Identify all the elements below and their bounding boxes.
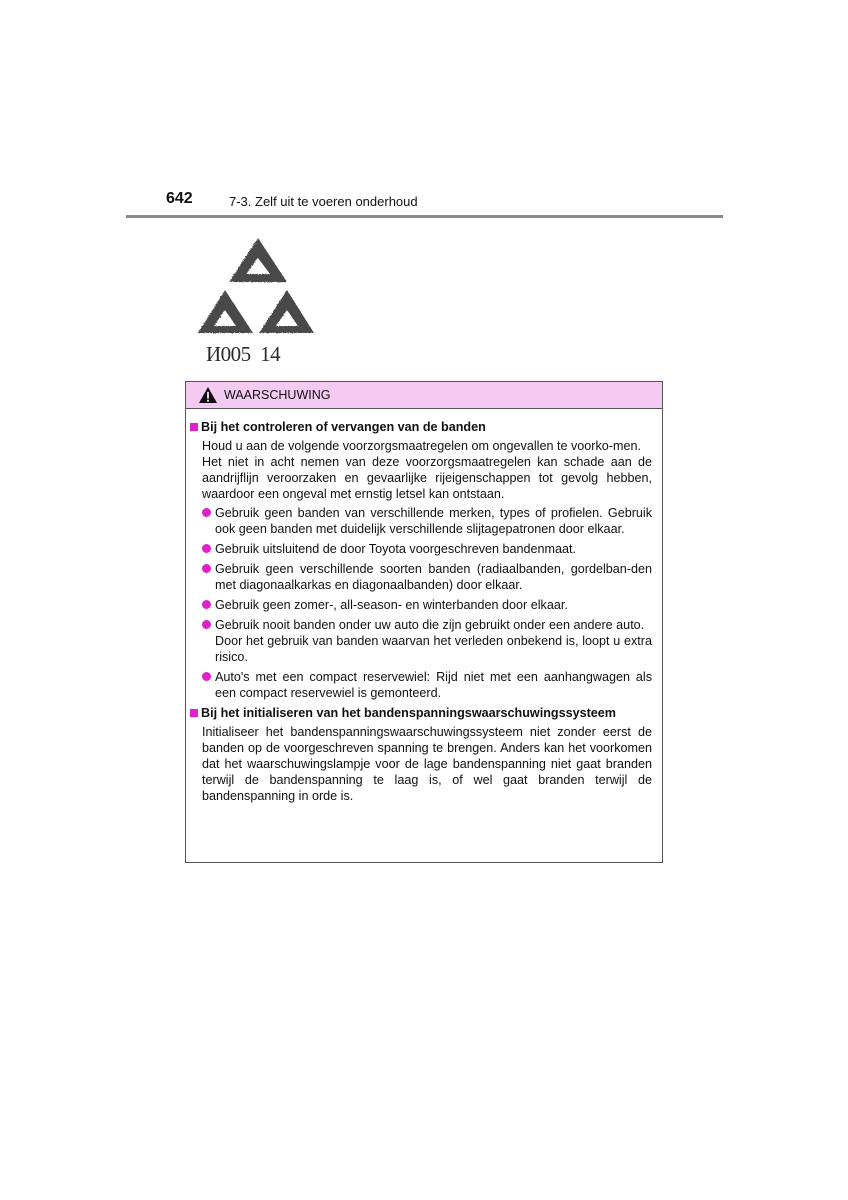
paragraph: Houd u aan de volgende voorzorgsmaatregelen om ongevallen te voorko-men. xyxy=(202,439,641,453)
warning-box xyxy=(185,381,663,863)
list-item: Gebruik geen banden van verschillende merken, types of profielen. Gebruik ook geen banden met duidelijk verschillende slijtagepatronen door elkaar. xyxy=(202,505,652,537)
pink-bullet-icon xyxy=(202,672,211,681)
list-item xyxy=(202,617,652,665)
pink-bullet-icon xyxy=(202,544,211,553)
warning-header xyxy=(186,382,662,409)
pink-bullet-icon xyxy=(202,508,211,517)
paragraph: Het niet in acht nemen van deze voorzorgsmaatregelen kan schade aan de aandrijflijn veroorzaken en gevaarlijke rijeigenschappen tot gevolg hebben, waardoor een ongeval met ernstig letsel kan ontstaan. xyxy=(202,455,652,501)
pink-square-marker-icon xyxy=(190,709,198,717)
warning-paragraphs xyxy=(202,724,652,804)
subheading-text: Bij het controleren of vervangen van de banden xyxy=(201,420,486,434)
tire-code-label: И005 14 xyxy=(206,342,281,366)
page-header xyxy=(126,190,723,218)
paragraph: Initialiseer het bandenspanningswaarschuwingssysteem niet zonder eerst de banden op de voorgeschreven spanning te brengen. Anders kan het voorkomen dat het waarschuwingslampje voor de lage bandenspanning niet gaat branden terwijl de bandenspanning te laag is, of wel gaat branden terwijl de bandenspanning in orde is. xyxy=(202,725,652,803)
list-item: Gebruik uitsluitend de door Toyota voorgeschreven bandenmaat. xyxy=(202,541,652,557)
list-item: Auto's met een compact reservewiel: Rijd niet met een aanhangwagen als een compact reservewiel is gemonteerd. xyxy=(202,669,652,701)
tire-triangles-icon xyxy=(196,232,314,342)
warning-subheading xyxy=(190,419,652,435)
header-divider xyxy=(126,215,723,218)
subheading-text: Bij het initialiseren van het bandenspanningswaarschuwingssysteem xyxy=(201,706,617,720)
warning-body xyxy=(186,409,662,804)
list-item: Gebruik geen zomer-, all-season- en winterbanden door elkaar. xyxy=(202,597,652,613)
warning-paragraphs xyxy=(202,438,652,502)
pink-square-marker-icon xyxy=(190,423,198,431)
bullet-line: Gebruik nooit banden onder uw auto die zijn gebruikt onder een andere auto. xyxy=(215,618,645,632)
section-title: 7-3. Zelf uit te voeren onderhoud xyxy=(229,194,418,209)
pink-bullet-icon xyxy=(202,600,211,609)
warning-title: WAARSCHUWING xyxy=(224,388,331,402)
warning-bullet-list xyxy=(202,505,652,701)
pink-bullet-icon xyxy=(202,564,211,573)
bullet-line: Door het gebruik van banden waarvan het verleden onbekend is, loopt u extra risico. xyxy=(215,634,652,664)
page-number: 642 xyxy=(166,190,193,207)
pink-bullet-icon xyxy=(202,620,211,629)
warning-triangle-icon xyxy=(198,386,218,404)
list-item: Gebruik geen verschillende soorten banden (radiaalbanden, gordelban-den met diagonaalkarkas en diagonaalbanden) door elkaar. xyxy=(202,561,652,593)
warning-subheading xyxy=(190,705,652,721)
tire-marking-figure xyxy=(196,232,314,368)
